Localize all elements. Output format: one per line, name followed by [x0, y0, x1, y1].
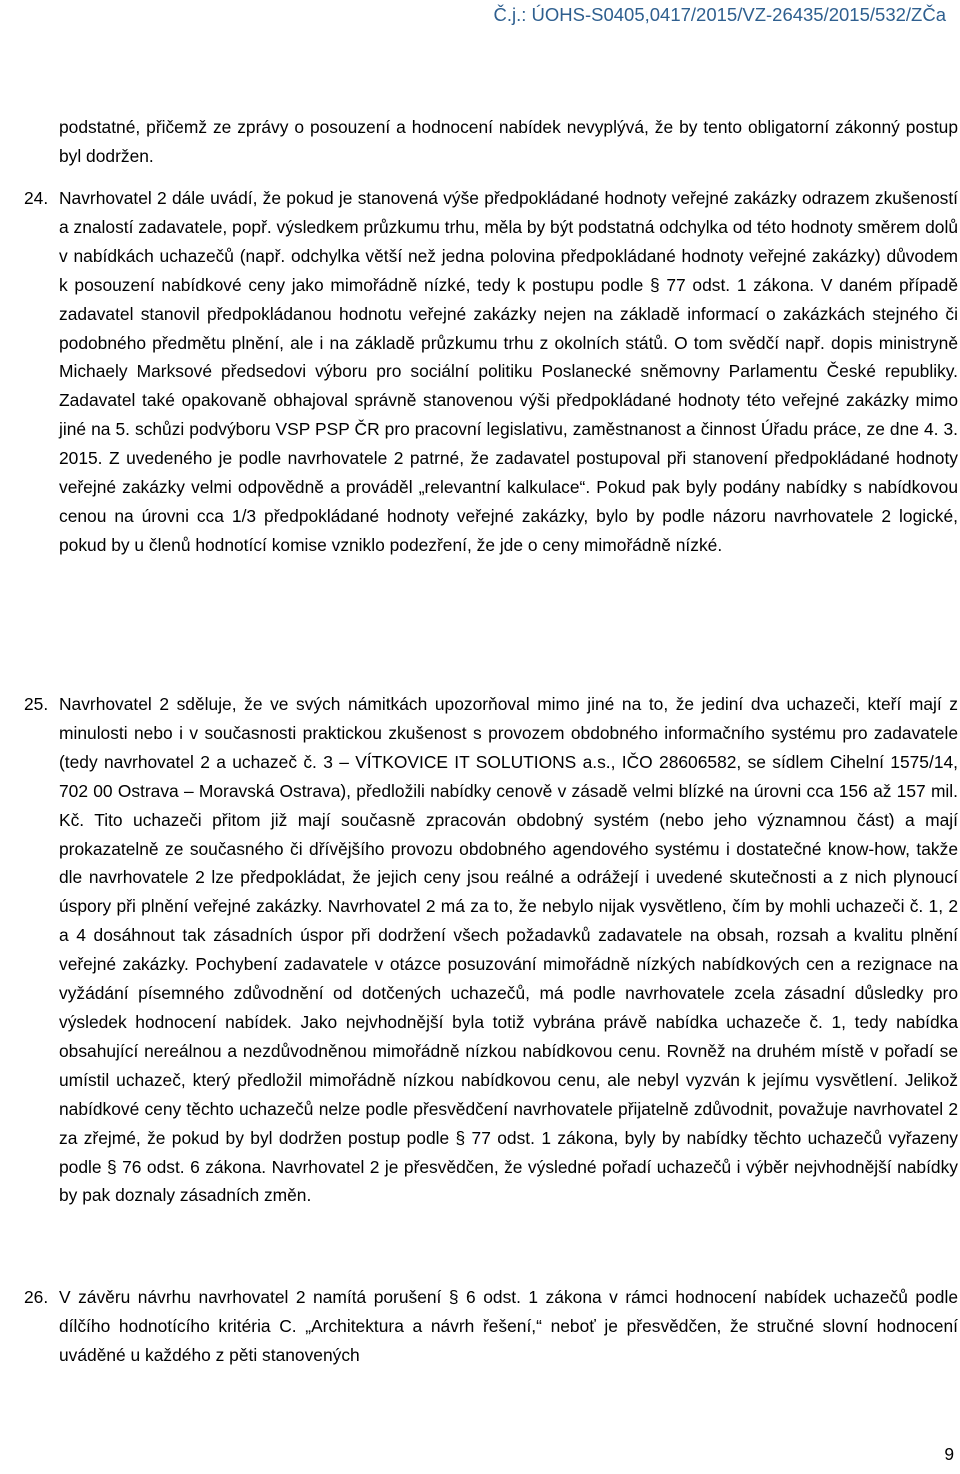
- document-reference-header: Č.j.: ÚOHS-S0405,0417/2015/VZ-26435/2015/532/ZČa: [493, 4, 946, 25]
- paragraph-25: [24, 690, 958, 1210]
- paragraph-text: Navrhovatel 2 sděluje, že ve svých námitkách upozorňoval mimo jiné na to, že jediní dva uchazeči, kteří mají z minulosti nebo i v současnosti praktickou zkušenost s provozem obdobného informačního systému pro zadavatele (tedy navrhovatel 2 a uchazeč č. 3 – VÍTKOVICE IT SOLUTIONS a.s., IČO 28606582, se sídlem Cihelní 1575/14, 702 00 Ostrava – Moravská Ostrava), předložili nabídky cenově v zásadě velmi blízké na úrovni cca 156 až 157 mil. Kč. Tito uchazeči přitom již mají současně zpracován obdobný systém (nebo jeho významnou část) a mají prokazatelně ze současného či dřívějšího provozu obdobného agendového systému i dostatečné know-how, takže dle navrhovatele 2 lze předpokládat, že jejich ceny jsou reálné a odrážejí i uvedené skutečnosti a z nich plynoucí úspory při plnění veřejné zakázky. Navrhovatel 2 má za to, že nebylo nijak vysvětleno, čím by mohli uchazeči č. 1, 2 a 4 dosáhnout tak zásadních úspor při dodržení všech požadavků zadavatele na obsah, rozsah a kvalitu plnění veřejné zakázky. Pochybení zadavatele v otázce posuzování mimořádně nízkých nabídkových cen a rezignace na vyžádání písemného zdůvodnění od dotčených uchazečů, má podle navrhovatele zcela zásadní důsledky pro výsledek hodnocení nabídek. Jako nejvhodnější byla totiž vybrána právě nabídka uchazeče č. 1, tedy nabídka obsahující nereálnou a nezdůvodněnou mimořádně nízkou nabídkovou cenu. Rovněž na druhém místě v pořadí se umístil uchazeč, který předložil mimořádně nízkou nabídkovou cenu, ale nebyl vyzván k jejímu vysvětlení. Jelikož nabídkové ceny těchto uchazečů nelze podle přesvědčení navrhovatele přijatelně zdůvodnit, považuje navrhovatel 2 za zřejmé, že pokud by byl dodržen postup podle § 77 odst. 1 zákona, byly by nabídky těchto uchazečů vyřazeny podle § 76 odst. 6 zákona. Navrhovatel 2 je přesvědčen, že výsledné pořadí uchazečů i výběr nejvhodnější nabídky by pak doznaly zásadních změn.: [59, 694, 958, 1206]
- paragraph-number: 24.: [24, 188, 49, 208]
- paragraph-number: 26.: [24, 1287, 49, 1307]
- intro-paragraph: podstatné, přičemž ze zprávy o posouzení a hodnocení nabídek nevyplývá, že by tento obligatorní zákonný postup byl dodržen.: [59, 117, 958, 166]
- page-number: 9: [944, 1444, 954, 1464]
- paragraph-number: 25.: [24, 694, 49, 714]
- paragraph-24: [24, 184, 958, 560]
- paragraph-text: V závěru návrhu navrhovatel 2 namítá porušení § 6 odst. 1 zákona v rámci hodnocení nabídek uchazečů podle dílčího hodnotícího kritéria C. „Architektura a návrh řešení,“ neboť je přesvědčen, že stručné slovní hodnocení uváděné u každého z pěti stanovených: [59, 1287, 958, 1365]
- paragraph-text: Navrhovatel 2 dále uvádí, že pokud je stanovená výše předpokládané hodnoty veřejné zakázky odrazem zkušeností a znalostí zadavatele, popř. výsledkem průzkumu trhu, měla by být podstatná odchylka od této hodnoty směrem dolů v nabídkách uchazečů (např. odchylka větší než jedna polovina předpokládané hodnoty veřejné zakázky) důvodem k posouzení nabídkové ceny jako mimořádně nízké, tedy k postupu podle § 77 odst. 1 zákona. V daném případě zadavatel stanovil předpokládanou hodnotu veřejné zakázky nejen na základě informací o zakázkách stejného či podobného předmětu plnění, ale i na základě průzkumu trhu z okolních států. O tom svědčí např. dopis ministryně Michaely Marksové předsedovi výboru pro sociální politiku Poslanecké sněmovny Parlamentu České republiky. Zadavatel také opakovaně obhajoval správně stanovenou výši předpokládané hodnoty této veřejné zakázky mimo jiné na 5. schůzi podvýboru VSP PSP ČR pro pracovní legislativu, zaměstnanost a činnost Úřadu práce, ze dne 4. 3. 2015. Z uvedeného je podle navrhovatele 2 patrné, že zadavatel postupoval při stanovení předpokládané hodnoty veřejné zakázky velmi odpovědně a prováděl „relevantní kalkulace“. Pokud pak byly podány nabídky s nabídkovou cenou na úrovni cca 1/3 předpokládané hodnoty veřejné zakázky, bylo by podle názoru navrhovatele 2 logické, pokud by u členů hodnotící komise vzniklo podezření, že jde o ceny mimořádně nízké.: [59, 188, 959, 555]
- paragraph-26: [24, 1283, 958, 1370]
